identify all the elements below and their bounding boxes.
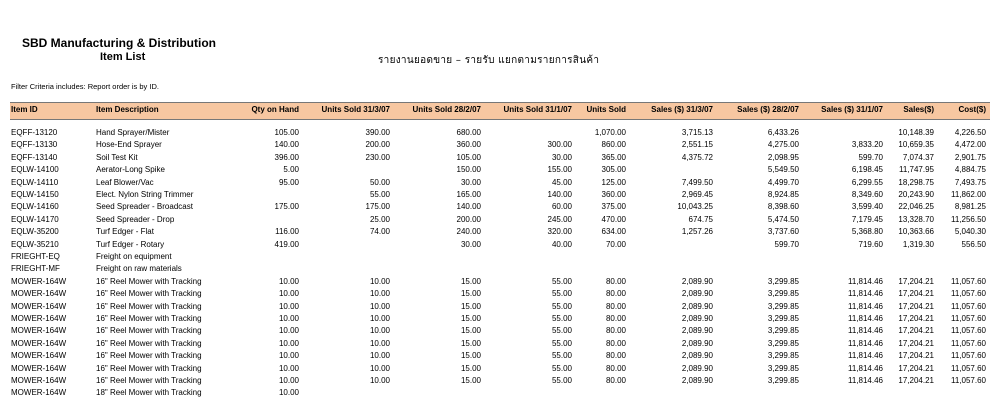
cell-qty-on-hand: 10.00 bbox=[278, 326, 299, 336]
cell-cost: 8,981.25 bbox=[954, 202, 986, 212]
cell-units-sold-28-2-07: 240.00 bbox=[456, 227, 481, 237]
cell-cost: 11,057.60 bbox=[951, 338, 986, 348]
cell-qty-on-hand: 10.00 bbox=[278, 338, 299, 348]
filter-criteria: Filter Criteria includes: Report order is by ID. bbox=[11, 82, 159, 91]
column-header-qty-on-hand: Qty on Hand bbox=[251, 105, 299, 114]
cell-units-sold-31-3-07: 10.00 bbox=[369, 301, 390, 311]
cell-sales-28-2-07: 3,737.60 bbox=[767, 227, 799, 237]
cell-sales-total: 17,204.21 bbox=[898, 314, 934, 323]
cell-units-sold-28-2-07: 15.00 bbox=[460, 301, 481, 311]
cell-item-id: EQLW-35200 bbox=[11, 227, 59, 237]
cell-sales-total: 17,204.21 bbox=[898, 351, 934, 361]
cell-sales-28-2-07: 3,299.85 bbox=[767, 376, 799, 385]
cell-units-sold-31-3-07: 50.00 bbox=[369, 177, 390, 187]
column-header-sales-31-3-07: Sales ($) 31/3/07 bbox=[651, 105, 713, 114]
cell-units-sold-28-2-07: 165.00 bbox=[456, 190, 481, 199]
cell-units-sold-28-2-07: 15.00 bbox=[460, 376, 481, 385]
cell-item-description: Elect. Nylon String Trimmer bbox=[96, 190, 194, 199]
cell-sales-31-1-07: 3,833.20 bbox=[851, 140, 883, 150]
cell-units-sold-28-2-07: 15.00 bbox=[460, 351, 481, 361]
table-row bbox=[0, 350, 1000, 362]
column-header-cost: Cost($) bbox=[958, 105, 986, 114]
cell-sales-total: 1,319.30 bbox=[902, 239, 934, 249]
cell-item-description: Freight on raw materials bbox=[96, 264, 182, 274]
cell-item-description: 16" Reel Mower with Tracking bbox=[96, 363, 202, 373]
column-header-units-sold-28-2-07: Units Sold 28/2/07 bbox=[412, 105, 481, 114]
cell-units-sold-31-1-07: 30.00 bbox=[551, 152, 572, 162]
cell-units-sold: 80.00 bbox=[605, 363, 626, 373]
cell-item-description: 16" Reel Mower with Tracking bbox=[96, 276, 202, 286]
cell-qty-on-hand: 10.00 bbox=[278, 351, 299, 361]
cell-units-sold-28-2-07: 15.00 bbox=[460, 314, 481, 323]
cell-units-sold-28-2-07: 30.00 bbox=[460, 177, 481, 187]
cell-item-id: EQFF-13140 bbox=[11, 152, 58, 162]
cell-units-sold-31-3-07: 25.00 bbox=[369, 214, 390, 224]
table-row bbox=[0, 363, 1000, 375]
cell-cost: 4,884.75 bbox=[954, 165, 986, 175]
table-row bbox=[0, 338, 1000, 350]
cell-item-description: 16" Reel Mower with Tracking bbox=[96, 376, 202, 385]
cell-sales-total: 10,363.66 bbox=[898, 227, 934, 237]
cell-units-sold-31-1-07: 40.00 bbox=[551, 239, 572, 249]
cell-sales-28-2-07: 3,299.85 bbox=[767, 326, 799, 336]
cell-units-sold: 470.00 bbox=[601, 214, 626, 224]
cell-item-id: EQFF-13120 bbox=[11, 128, 58, 137]
cell-units-sold-31-1-07: 55.00 bbox=[551, 289, 572, 299]
cell-units-sold-31-3-07: 10.00 bbox=[369, 363, 390, 373]
cell-units-sold: 80.00 bbox=[605, 276, 626, 286]
cell-sales-31-1-07: 6,198.45 bbox=[851, 165, 883, 175]
cell-sales-31-3-07: 2,089.90 bbox=[681, 314, 713, 323]
cell-qty-on-hand: 10.00 bbox=[278, 363, 299, 373]
cell-qty-on-hand: 116.00 bbox=[275, 227, 299, 237]
cell-sales-31-1-07: 11,814.46 bbox=[848, 363, 883, 373]
cell-qty-on-hand: 95.00 bbox=[278, 177, 299, 187]
table-row bbox=[0, 139, 1000, 151]
cell-sales-31-3-07: 2,089.90 bbox=[681, 376, 713, 385]
cell-sales-total: 20,243.90 bbox=[898, 190, 934, 199]
cell-units-sold: 305.00 bbox=[601, 165, 626, 175]
cell-item-id: EQLW-14160 bbox=[11, 202, 59, 212]
cell-cost: 11,057.60 bbox=[951, 351, 986, 361]
cell-sales-31-1-07: 7,179.45 bbox=[851, 214, 883, 224]
cell-sales-28-2-07: 4,499.70 bbox=[767, 177, 799, 187]
cell-cost: 11,057.60 bbox=[951, 363, 986, 373]
table-row bbox=[0, 387, 1000, 399]
cell-cost: 4,472.00 bbox=[954, 140, 986, 150]
cell-sales-31-3-07: 2,089.90 bbox=[681, 338, 713, 348]
cell-sales-28-2-07: 4,275.00 bbox=[767, 140, 799, 150]
cell-sales-total: 22,046.25 bbox=[898, 202, 934, 212]
cell-sales-31-3-07: 2,551.15 bbox=[681, 140, 713, 150]
cell-sales-28-2-07: 5,549.50 bbox=[767, 165, 799, 175]
cell-units-sold-31-3-07: 175.00 bbox=[365, 202, 390, 212]
cell-units-sold-31-1-07: 55.00 bbox=[551, 326, 572, 336]
cell-cost: 11,057.60 bbox=[951, 314, 986, 323]
cell-units-sold-31-1-07: 55.00 bbox=[551, 314, 572, 323]
cell-sales-31-1-07: 11,814.46 bbox=[848, 376, 883, 385]
cell-sales-28-2-07: 3,299.85 bbox=[767, 351, 799, 361]
cell-sales-31-3-07: 10,043.25 bbox=[677, 202, 713, 212]
cell-units-sold-28-2-07: 105.00 bbox=[456, 152, 481, 162]
column-header-units-sold-31-3-07: Units Sold 31/3/07 bbox=[321, 105, 390, 114]
cell-units-sold: 360.00 bbox=[601, 190, 626, 199]
cell-sales-31-1-07: 11,814.46 bbox=[848, 338, 883, 348]
table-row bbox=[0, 214, 1000, 226]
cell-units-sold-31-3-07: 55.00 bbox=[369, 190, 390, 199]
cell-item-id: EQLW-35210 bbox=[11, 239, 59, 249]
cell-units-sold-28-2-07: 200.00 bbox=[456, 214, 481, 224]
column-header-item-description: Item Description bbox=[96, 105, 159, 114]
cell-units-sold: 1,070.00 bbox=[594, 128, 626, 137]
cell-sales-total: 17,204.21 bbox=[898, 338, 934, 348]
table-row bbox=[0, 152, 1000, 164]
cell-sales-31-3-07: 2,089.90 bbox=[681, 326, 713, 336]
cell-sales-28-2-07: 3,299.85 bbox=[767, 289, 799, 299]
report-thai-title: รายงานยอดขาย – รายรับ แยกตามรายการสินค้า bbox=[378, 55, 600, 66]
cell-units-sold-31-1-07: 60.00 bbox=[551, 202, 572, 212]
cell-units-sold-28-2-07: 30.00 bbox=[460, 239, 481, 249]
cell-units-sold-28-2-07: 15.00 bbox=[460, 326, 481, 336]
cell-sales-31-3-07: 1,257.26 bbox=[681, 227, 713, 237]
column-header-item-id: Item ID bbox=[11, 105, 38, 114]
cell-item-id: MOWER-164W bbox=[11, 289, 67, 299]
table-row bbox=[0, 375, 1000, 387]
cell-units-sold-31-3-07: 10.00 bbox=[369, 338, 390, 348]
cell-units-sold-28-2-07: 15.00 bbox=[460, 276, 481, 286]
cell-sales-28-2-07: 8,398.60 bbox=[767, 202, 799, 212]
table-row bbox=[0, 201, 1000, 213]
cell-sales-31-3-07: 4,375.72 bbox=[681, 152, 713, 162]
cell-units-sold: 80.00 bbox=[605, 376, 626, 385]
cell-sales-31-3-07: 2,969.45 bbox=[681, 190, 713, 199]
cell-cost: 11,057.60 bbox=[951, 276, 986, 286]
cell-item-id: MOWER-164W bbox=[11, 363, 67, 373]
cell-qty-on-hand: 10.00 bbox=[278, 289, 299, 299]
cell-cost: 2,901.75 bbox=[954, 152, 986, 162]
cell-cost: 11,057.60 bbox=[951, 326, 986, 336]
cell-units-sold: 80.00 bbox=[605, 314, 626, 323]
cell-units-sold-31-3-07: 74.00 bbox=[369, 227, 390, 237]
cell-item-description: Turf Edger - Flat bbox=[96, 227, 154, 237]
cell-units-sold: 70.00 bbox=[605, 239, 626, 249]
cell-units-sold-31-1-07: 55.00 bbox=[551, 338, 572, 348]
cell-sales-28-2-07: 599.70 bbox=[774, 239, 799, 249]
cell-sales-31-3-07: 674.75 bbox=[688, 214, 713, 224]
cell-item-description: 16" Reel Mower with Tracking bbox=[96, 289, 202, 299]
cell-units-sold-28-2-07: 680.00 bbox=[456, 128, 481, 137]
cell-sales-28-2-07: 3,299.85 bbox=[767, 276, 799, 286]
cell-units-sold: 80.00 bbox=[605, 326, 626, 336]
cell-sales-31-1-07: 599.70 bbox=[858, 152, 883, 162]
cell-units-sold-28-2-07: 360.00 bbox=[456, 140, 481, 150]
cell-qty-on-hand: 175.00 bbox=[274, 202, 299, 212]
cell-qty-on-hand: 5.00 bbox=[283, 165, 299, 175]
table-row bbox=[0, 226, 1000, 238]
cell-cost: 7,493.75 bbox=[954, 177, 986, 187]
cell-units-sold: 860.00 bbox=[601, 140, 626, 150]
cell-units-sold-31-1-07: 300.00 bbox=[547, 140, 572, 150]
cell-sales-31-1-07: 11,814.46 bbox=[848, 276, 883, 286]
cell-units-sold-28-2-07: 140.00 bbox=[456, 202, 481, 212]
cell-units-sold-31-1-07: 55.00 bbox=[551, 351, 572, 361]
cell-units-sold-28-2-07: 150.00 bbox=[456, 165, 481, 175]
cell-sales-total: 18,298.75 bbox=[898, 177, 934, 187]
cell-units-sold-31-1-07: 55.00 bbox=[551, 376, 572, 385]
cell-cost: 556.50 bbox=[961, 239, 986, 249]
cell-units-sold-31-3-07: 10.00 bbox=[369, 351, 390, 361]
cell-item-id: EQLW-14150 bbox=[11, 190, 59, 199]
cell-units-sold-31-1-07: 245.00 bbox=[547, 214, 572, 224]
company-name: SBD Manufacturing & Distribution bbox=[22, 36, 216, 50]
cell-sales-31-1-07: 11,814.46 bbox=[848, 289, 883, 299]
column-header-units-sold: Units Sold bbox=[586, 105, 626, 114]
cell-units-sold-31-1-07: 45.00 bbox=[551, 177, 572, 187]
cell-item-description: 16" Reel Mower with Tracking bbox=[96, 326, 202, 336]
cell-sales-total: 17,204.21 bbox=[898, 289, 934, 299]
cell-sales-28-2-07: 3,299.85 bbox=[767, 301, 799, 311]
cell-sales-total: 10,148.39 bbox=[898, 128, 934, 137]
cell-sales-31-3-07: 2,089.90 bbox=[681, 301, 713, 311]
cell-units-sold-31-3-07: 230.00 bbox=[365, 152, 390, 162]
table-row bbox=[0, 127, 1000, 139]
cell-sales-31-3-07: 2,089.90 bbox=[681, 276, 713, 286]
cell-units-sold: 365.00 bbox=[601, 152, 626, 162]
table-row bbox=[0, 189, 1000, 201]
cell-sales-total: 17,204.21 bbox=[898, 363, 934, 373]
cell-units-sold-31-1-07: 55.00 bbox=[551, 276, 572, 286]
cell-qty-on-hand: 140.00 bbox=[274, 140, 299, 150]
cell-units-sold-31-3-07: 390.00 bbox=[365, 128, 390, 137]
cell-item-id: FRIEGHT-EQ bbox=[11, 252, 60, 261]
cell-units-sold-31-3-07: 10.00 bbox=[369, 326, 390, 336]
cell-item-id: EQFF-13130 bbox=[11, 140, 58, 150]
cell-units-sold: 80.00 bbox=[605, 301, 626, 311]
cell-cost: 11,057.60 bbox=[951, 301, 986, 311]
cell-sales-31-3-07: 3,715.13 bbox=[681, 128, 713, 137]
cell-qty-on-hand: 396.00 bbox=[274, 152, 299, 162]
cell-item-id: MOWER-164W bbox=[11, 276, 67, 286]
cell-units-sold-31-3-07: 10.00 bbox=[369, 276, 390, 286]
cell-sales-total: 17,204.21 bbox=[898, 276, 934, 286]
cell-item-id: MOWER-164W bbox=[11, 326, 67, 336]
cell-sales-31-1-07: 6,299.55 bbox=[851, 177, 883, 187]
table-row bbox=[0, 325, 1000, 337]
cell-units-sold-31-1-07: 55.00 bbox=[551, 301, 572, 311]
cell-qty-on-hand: 419.00 bbox=[274, 239, 299, 249]
table-row bbox=[0, 313, 1000, 325]
cell-sales-31-3-07: 2,089.90 bbox=[681, 289, 713, 299]
column-header-sales-31-1-07: Sales ($) 31/1/07 bbox=[821, 105, 883, 114]
cell-qty-on-hand: 10.00 bbox=[278, 376, 299, 385]
cell-units-sold-31-3-07: 10.00 bbox=[369, 376, 390, 385]
table-row bbox=[0, 288, 1000, 300]
cell-sales-31-1-07: 3,599.40 bbox=[851, 202, 883, 212]
cell-sales-total: 17,204.21 bbox=[898, 376, 934, 385]
cell-units-sold-28-2-07: 15.00 bbox=[460, 289, 481, 299]
cell-units-sold: 125.00 bbox=[601, 177, 626, 187]
cell-units-sold-31-1-07: 155.00 bbox=[547, 165, 572, 175]
cell-item-id: MOWER-164W bbox=[11, 388, 67, 398]
cell-sales-28-2-07: 6,433.26 bbox=[767, 128, 799, 137]
cell-sales-31-1-07: 11,814.46 bbox=[848, 326, 883, 336]
cell-qty-on-hand: 10.00 bbox=[278, 276, 299, 286]
cell-item-description: Seed Spreader - Drop bbox=[96, 214, 175, 224]
cell-item-description: 16" Reel Mower with Tracking bbox=[96, 301, 202, 311]
table-row bbox=[0, 177, 1000, 189]
cell-sales-31-1-07: 8,349.60 bbox=[851, 190, 883, 199]
cell-item-id: MOWER-164W bbox=[11, 351, 67, 361]
cell-units-sold-28-2-07: 15.00 bbox=[460, 338, 481, 348]
cell-sales-total: 7,074.37 bbox=[902, 152, 934, 162]
cell-cost: 11,057.60 bbox=[951, 289, 986, 299]
cell-units-sold-28-2-07: 15.00 bbox=[460, 363, 481, 373]
cell-item-id: EQLW-14100 bbox=[11, 165, 59, 175]
cell-item-description: 16" Reel Mower with Tracking bbox=[96, 314, 202, 323]
column-header-sales-28-2-07: Sales ($) 28/2/07 bbox=[737, 105, 799, 114]
cell-item-description: Turf Edger - Rotary bbox=[96, 239, 165, 249]
cell-item-description: 18" Reel Mower with Tracking bbox=[96, 388, 202, 398]
cell-cost: 11,862.00 bbox=[951, 190, 986, 199]
cell-units-sold: 634.00 bbox=[601, 227, 626, 237]
cell-units-sold-31-3-07: 10.00 bbox=[369, 314, 390, 323]
column-header-units-sold-31-1-07: Units Sold 31/1/07 bbox=[503, 105, 572, 114]
cell-cost: 5,040.30 bbox=[954, 227, 986, 237]
cell-units-sold: 80.00 bbox=[605, 338, 626, 348]
cell-units-sold: 80.00 bbox=[605, 351, 626, 361]
cell-cost: 11,256.50 bbox=[951, 214, 986, 224]
table-row bbox=[0, 239, 1000, 251]
column-header-sales-total: Sales($) bbox=[903, 105, 934, 114]
cell-units-sold-31-1-07: 55.00 bbox=[551, 363, 572, 373]
cell-sales-31-1-07: 5,368.80 bbox=[851, 227, 883, 237]
cell-cost: 11,057.60 bbox=[951, 376, 986, 385]
cell-item-description: Leaf Blower/Vac bbox=[96, 177, 154, 187]
cell-sales-31-1-07: 11,814.46 bbox=[848, 314, 883, 323]
cell-sales-28-2-07: 5,474.50 bbox=[767, 214, 799, 224]
cell-sales-28-2-07: 3,299.85 bbox=[767, 314, 799, 323]
cell-item-id: MOWER-164W bbox=[11, 314, 67, 323]
table-row bbox=[0, 251, 1000, 263]
cell-item-description: 16" Reel Mower with Tracking bbox=[96, 338, 202, 348]
cell-sales-total: 17,204.21 bbox=[898, 301, 934, 311]
cell-sales-28-2-07: 2,098.95 bbox=[767, 152, 799, 162]
cell-item-id: MOWER-164W bbox=[11, 301, 67, 311]
cell-sales-31-1-07: 719.60 bbox=[858, 239, 883, 249]
cell-units-sold-31-1-07: 320.00 bbox=[547, 227, 572, 237]
table-row bbox=[0, 263, 1000, 275]
cell-sales-total: 17,204.21 bbox=[898, 326, 934, 336]
cell-item-description: Aerator-Long Spike bbox=[96, 165, 165, 175]
cell-sales-total: 11,747.95 bbox=[899, 165, 934, 175]
cell-sales-31-3-07: 7,499.50 bbox=[681, 177, 713, 187]
cell-qty-on-hand: 10.00 bbox=[278, 388, 299, 398]
table-row bbox=[0, 164, 1000, 176]
cell-sales-total: 13,328.70 bbox=[898, 214, 934, 224]
cell-sales-28-2-07: 8,924.85 bbox=[767, 190, 799, 199]
cell-qty-on-hand: 10.00 bbox=[278, 301, 299, 311]
cell-units-sold-31-1-07: 140.00 bbox=[547, 190, 572, 199]
cell-item-description: Freight on equipment bbox=[96, 252, 172, 261]
cell-units-sold: 375.00 bbox=[601, 202, 626, 212]
cell-sales-31-3-07: 2,089.90 bbox=[681, 351, 713, 361]
cell-qty-on-hand: 105.00 bbox=[274, 128, 299, 137]
cell-item-description: Seed Spreader - Broadcast bbox=[96, 202, 193, 212]
cell-sales-31-1-07: 11,814.46 bbox=[848, 301, 883, 311]
cell-item-id: FRIEGHT-MF bbox=[11, 264, 60, 274]
cell-item-id: MOWER-164W bbox=[11, 376, 67, 385]
cell-units-sold-31-3-07: 10.00 bbox=[369, 289, 390, 299]
cell-units-sold-31-3-07: 200.00 bbox=[365, 140, 390, 150]
cell-item-id: MOWER-164W bbox=[11, 338, 67, 348]
cell-sales-31-1-07: 11,814.46 bbox=[848, 351, 883, 361]
cell-sales-28-2-07: 3,299.85 bbox=[767, 338, 799, 348]
cell-sales-total: 10,659.35 bbox=[898, 140, 934, 150]
cell-qty-on-hand: 10.00 bbox=[278, 314, 299, 323]
cell-item-id: EQLW-14170 bbox=[11, 214, 59, 224]
cell-cost: 4,226.50 bbox=[954, 128, 986, 137]
cell-item-description: 16" Reel Mower with Tracking bbox=[96, 351, 202, 361]
table-row bbox=[0, 301, 1000, 313]
cell-units-sold: 80.00 bbox=[605, 289, 626, 299]
cell-item-description: Soil Test Kit bbox=[96, 152, 138, 162]
report-subtitle: Item List bbox=[100, 51, 146, 63]
cell-item-id: EQLW-14110 bbox=[11, 177, 59, 187]
cell-sales-31-3-07: 2,089.90 bbox=[681, 363, 713, 373]
cell-item-description: Hose-End Sprayer bbox=[96, 140, 162, 150]
table-row bbox=[0, 276, 1000, 288]
cell-sales-28-2-07: 3,299.85 bbox=[767, 363, 799, 373]
cell-item-description: Hand Sprayer/Mister bbox=[96, 128, 170, 137]
